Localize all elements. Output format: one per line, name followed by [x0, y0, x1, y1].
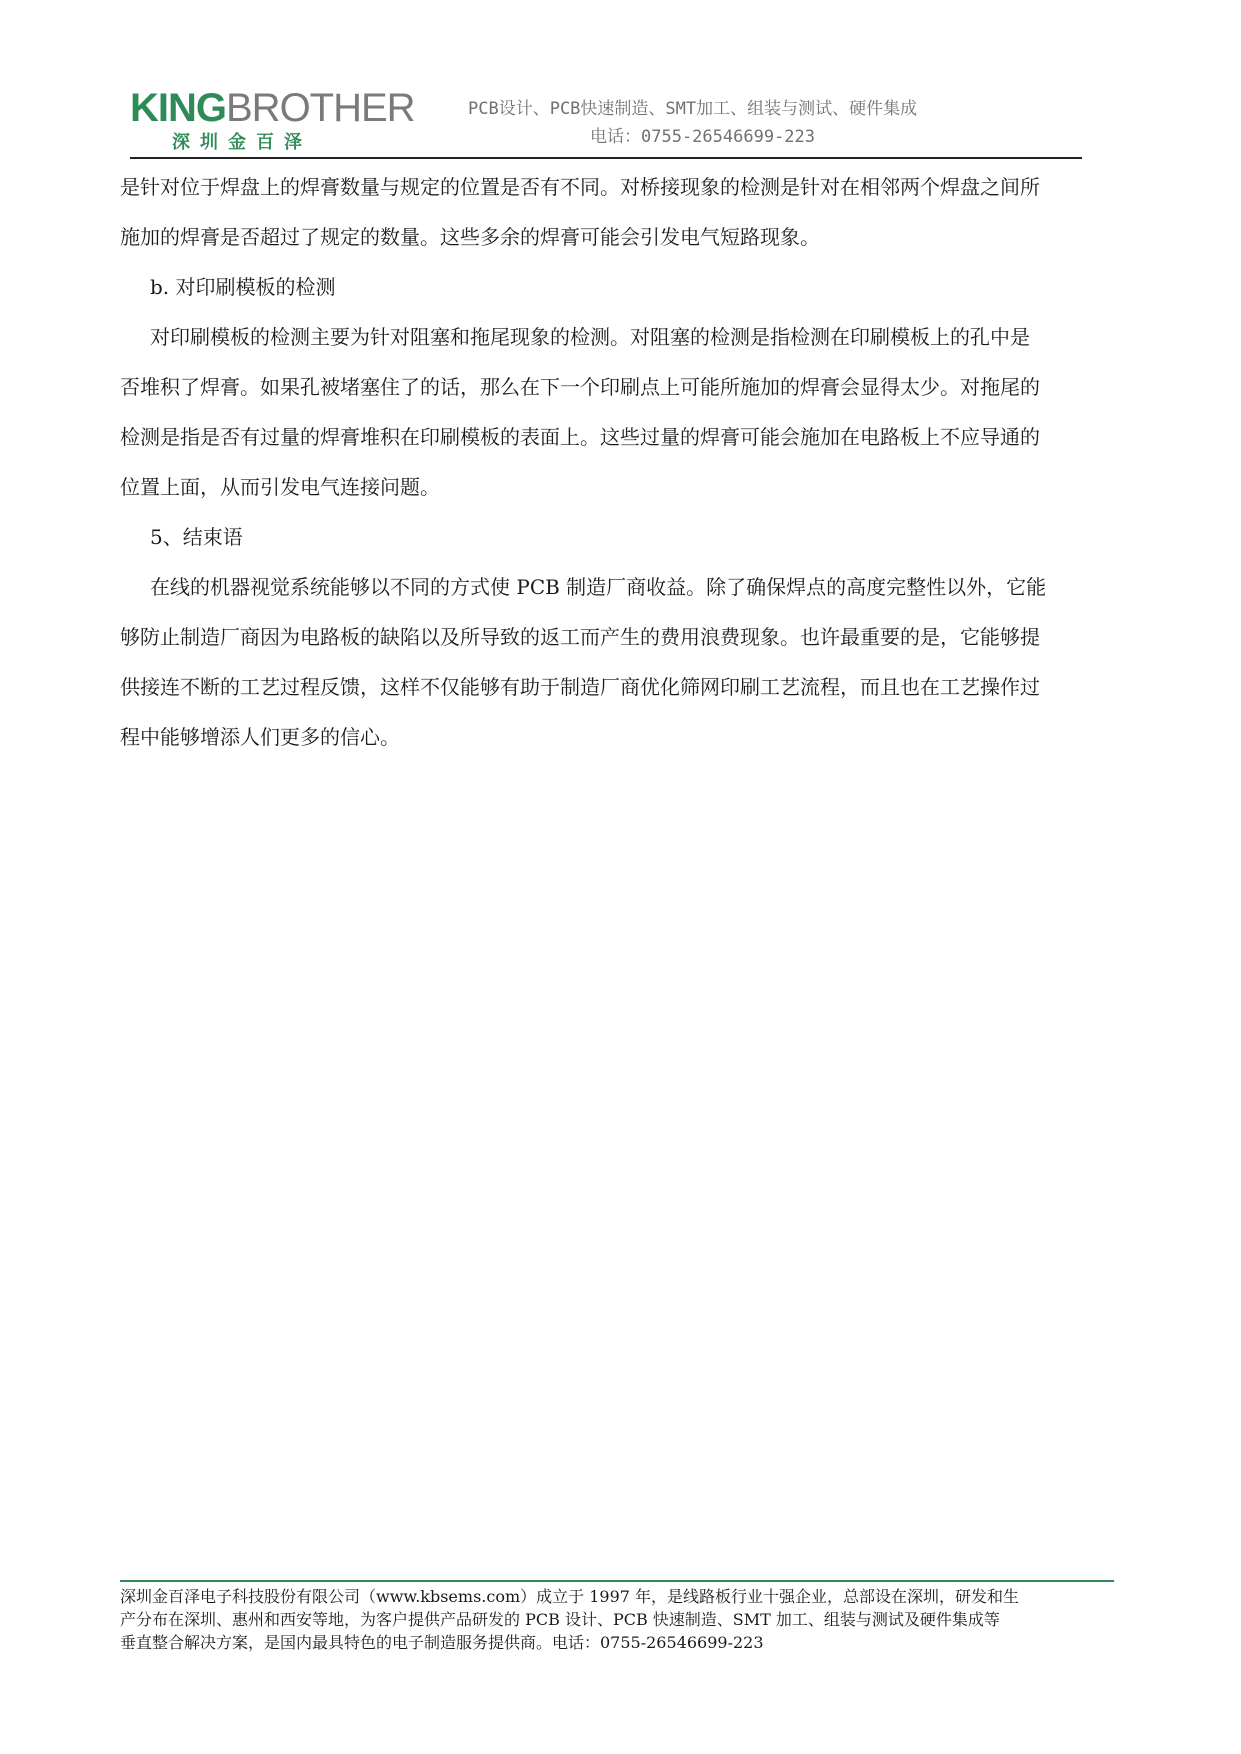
body-line: 施加的焊膏是否超过了规定的数量。这些多余的焊膏可能会引发电气短路现象。 — [120, 225, 820, 249]
section-heading: b. 对印刷模板的检测 — [150, 275, 336, 299]
body-line: 对印刷模板的检测主要为针对阻塞和拖尾现象的检测。对阻塞的检测是指检测在印刷模板上的孔中是 — [150, 325, 1030, 349]
page-footer — [120, 1585, 1114, 1654]
header-services: PCB设计、PCB快速制造、SMT加工、组装与测试、硬件集成 — [468, 99, 918, 119]
body-line: 在线的机器视觉系统能够以不同的方式使 PCB 制造厂商收益。除了确保焊点的高度完整性以外，它能 — [150, 575, 1047, 599]
body-line: 供接连不断的工艺过程反馈，这样不仅能够有助于制造厂商优化筛网印刷工艺流程，而且也在工艺操作过 — [120, 675, 1040, 699]
company-logo — [130, 86, 415, 156]
document-body — [120, 162, 1114, 762]
header-phone: 电话：0755-26546699-223 — [590, 127, 815, 147]
logo-brother: BROTHER — [226, 86, 415, 130]
body-line: 是针对位于焊盘上的焊膏数量与规定的位置是否有不同。对桥接现象的检测是针对在相邻两个焊盘之间所 — [120, 175, 1040, 199]
header-divider — [130, 157, 1082, 159]
footer-line: 深圳金百泽电子科技股份有限公司（www.kbsems.com）成立于 1997 年，是线路板行业十强企业，总部设在深圳，研发和生 — [120, 1587, 1020, 1606]
body-line: 够防止制造厂商因为电路板的缺陷以及所导致的返工而产生的费用浪费现象。也许最重要的是，它能够提 — [120, 625, 1040, 649]
footer-line: 垂直整合解决方案，是国内最具特色的电子制造服务提供商。电话：0755-26546699-223 — [120, 1633, 764, 1652]
body-line: 检测是指是否有过量的焊膏堆积在印刷模板的表面上。这些过量的焊膏可能会施加在电路板上不应导通的 — [120, 425, 1040, 449]
footer-line: 产分布在深圳、惠州和西安等地，为客户提供产品研发的 PCB 设计、PCB 快速制造、SMT 加工、组装与测试及硬件集成等 — [120, 1610, 1000, 1629]
body-line: 程中能够增添人们更多的信心。 — [120, 725, 400, 749]
page-header — [120, 86, 1086, 158]
logo-wordmark — [130, 86, 415, 130]
body-line: 位置上面，从而引发电气连接问题。 — [120, 475, 440, 499]
section-heading: 5、结束语 — [150, 525, 243, 549]
logo-chinese-name: 深圳金百泽 — [172, 132, 312, 153]
body-line: 否堆积了焊膏。如果孔被堵塞住了的话，那么在下一个印刷点上可能所施加的焊膏会显得太少。对拖尾的 — [120, 375, 1040, 399]
logo-king: KING — [130, 86, 226, 130]
footer-divider — [120, 1580, 1114, 1582]
